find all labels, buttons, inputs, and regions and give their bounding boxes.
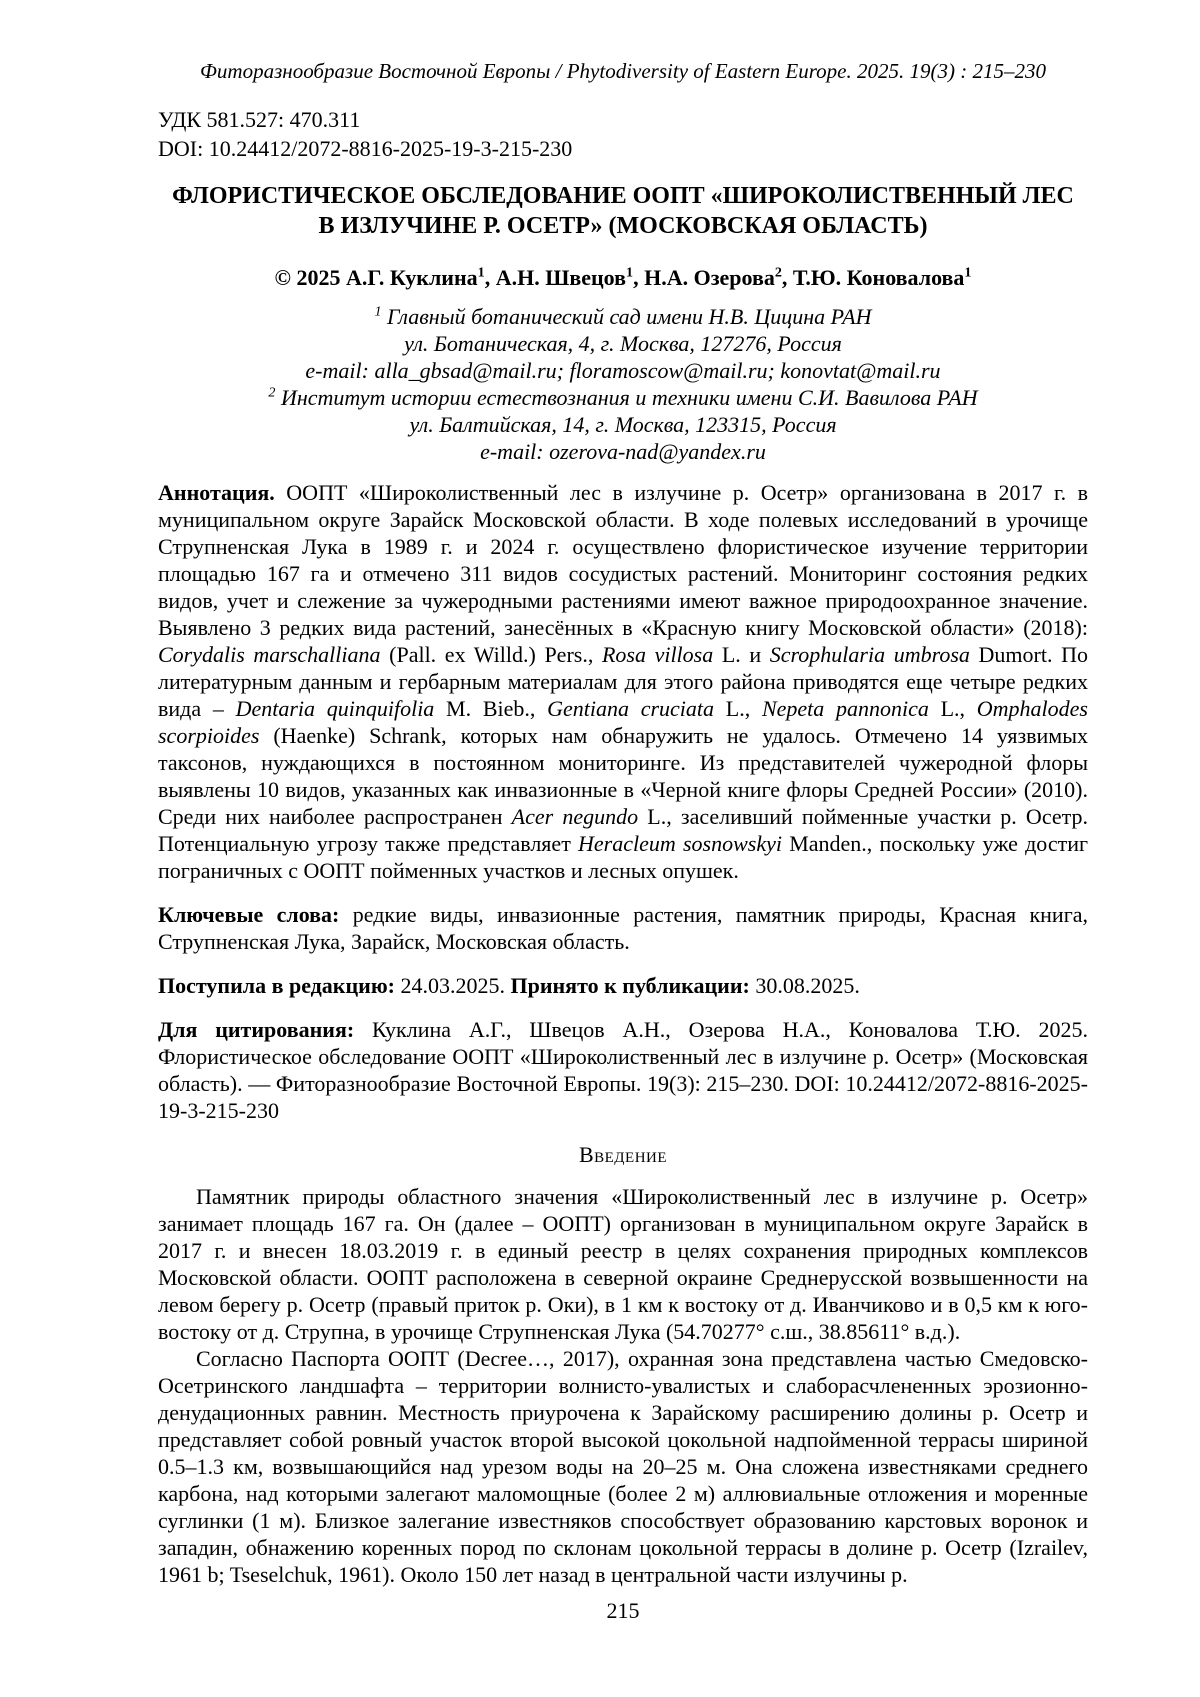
affiliation-email-line: e-mail: alla_gbsad@mail.ru; floramoscow@mail.ru; konovtat@mail.ru — [305, 358, 941, 383]
intro-paragraph-2: Согласно Паспорта ООПТ (Decree…, 2017), охранная зона представлена частью Смедовско-Осетринского ландшафта – территории волнисто-увалистых и слаборасчлененных эрозионно-денудационных равнин. Местность приурочена к Зарайскому расширению долины р. Осетр и представляет собой ровный участок второй высокой цокольной надпойменной террасы шириной 0.5–1.3 км, возвышающийся над урезом воды на 20–25 м. Она сложена известняками среднего карбона, над которыми залегают маломощные (более 2 м) аллювиальные отложения и моренные суглинки (1 м). Близкое залегание известняков способствует образованию карстовых воронок и западин, обнажению коренных пород по склонам цокольной террасы в долине р. Осетр (Izrailev, 1961 b; Tseselchuk, 1961). Около 150 лет назад в центральной части излучины р. — [158, 1346, 1088, 1587]
doi-line: DOI: 10.24412/2072-8816-2025-19-3-215-230 — [158, 136, 573, 161]
affiliation-line: ул. Балтийская, 14, г. Москва, 123315, Россия — [409, 412, 837, 437]
journal-running-head: Фиторазнообразие Восточной Европы / Phytodiversity of Eastern Europe. 2025. 19(3) : 215–230 — [200, 59, 1046, 83]
section-heading-introduction: Введение — [578, 1142, 668, 1167]
authors-byline: © 2025 А.Г. Куклина$^1$, А.Н. Швецов$^1$, Н.А. Озерова$^2$, Т.Ю. Коновалова$^1$ — [274, 264, 972, 290]
submission-dates: Поступила в редакцию: 24.03.2025. Принято к публикации: 30.08.2025. — [158, 973, 860, 998]
affiliations-block — [158, 303, 1088, 465]
keywords-paragraph: Ключевые слова: редкие виды, инвазионные растения, памятник природы, Красная книга, Струпненская Лука, Зарайск, Московская область. — [158, 902, 1088, 954]
udc-number: УДК 581.527: 470.311 — [158, 107, 361, 132]
affiliation-line: ул. Ботаническая, 4, г. Москва, 127276, Россия — [404, 331, 842, 356]
article-title-line2: В ИЗЛУЧИНЕ Р. ОСЕТР» (МОСКОВСКАЯ ОБЛАСТЬ) — [318, 213, 928, 239]
article-title-line1: ФЛОРИСТИЧЕСКОЕ ОБСЛЕДОВАНИЕ ООПТ «ШИРОКОЛИСТВЕННЫЙ ЛЕС — [172, 183, 1074, 209]
page-number: 215 — [606, 1598, 640, 1623]
affiliation-email-line: e-mail: ozerova-nad@yandex.ru — [480, 439, 766, 464]
citation-paragraph: Для цитирования: Куклина А.Г., Швецов А.Н., Озерова Н.А., Коновалова Т.Ю. 2025. Флористическое обследование ООПТ «Широколиственный лес в излучине р. Осетр» (Московская область). — Фиторазнообразие Восточной Европы. 19(3): 215–230. DOI: 10.24412/2072-8816-2025-19-3-215-230 — [158, 1017, 1088, 1123]
article-meta-block — [158, 105, 1088, 163]
affiliation-line: $^1$ Главный ботанический сад имени Н.В. Цицина РАН — [374, 303, 872, 329]
intro-paragraph-1: Памятник природы областного значения «Широколиственный лес в излучине р. Осетр» занимает площадь 167 га. Он (далее – ООПТ) организован в муниципальном округе Зарайск в 2017 г. и внесен 18.03.2019 г. в единый реестр в целях сохранения природных комплексов Московской области. ООПТ расположена в северной окраине Среднерусской возвышенности на левом берегу р. Осетр (правый приток р. Оки), в 1 км к востоку от д. Иванчиково и в 0,5 км к юго-востоку от д. Струпна, в урочище Струпненская Лука (54.70277° с.ш., 38.85611° в.д.). — [158, 1184, 1088, 1344]
article-title — [158, 181, 1088, 241]
affiliation-line: $^2$ Институт истории естествознания и техники имени С.И. Вавилова РАН — [268, 384, 978, 410]
abstract-paragraph: Аннотация. ООПТ «Широколиственный лес в излучине р. Осетр» организована в 2017 г. в муниципальном округе Зарайск Московской области. В ходе полевых исследований в урочище Струпненская Лука в 1989 г. и 2024 г. осуществлено флористическое изучение территории площадью 167 га и отмечено 311 видов сосудистых растений. Мониторинг состояния редких видов, учет и слежение за чужеродными растениями имеют важное природоохранное значение. Выявлено 3 редких вида растений, занесённых в «Красную книгу Московской области» (2018): Corydalis marschalliana (Pall. ex Willd.) Pers., Rosa villosa L. и Scrophularia umbrosa Dumort. По литературным данным и гербарным материалам для этого района приводятся еще четыре редких вида – Dentaria quinquifolia M. Bieb., Gentiana cruciata L., Nepeta pannonica L., Omphalodes scorpioides (Haenke) Schrank, которых нам обнаружить не удалось. Отмечено 14 уязвимых таксонов, нуждающихся в постоянном мониторинге. Из представителей чужеродной флоры выявлены 10 видов, указанных как инвазионные в «Черной книге флоры Средней России» (2010). Среди них наиболее распространен Acer negundo L., заселивший пойменные участки р. Осетр. Потенциальную угрозу также представляет Heracleum sosnowskyi Manden., поскольку уже достиг пограничных с ООПТ пойменных участков и лесных опушек. — [158, 480, 1089, 883]
